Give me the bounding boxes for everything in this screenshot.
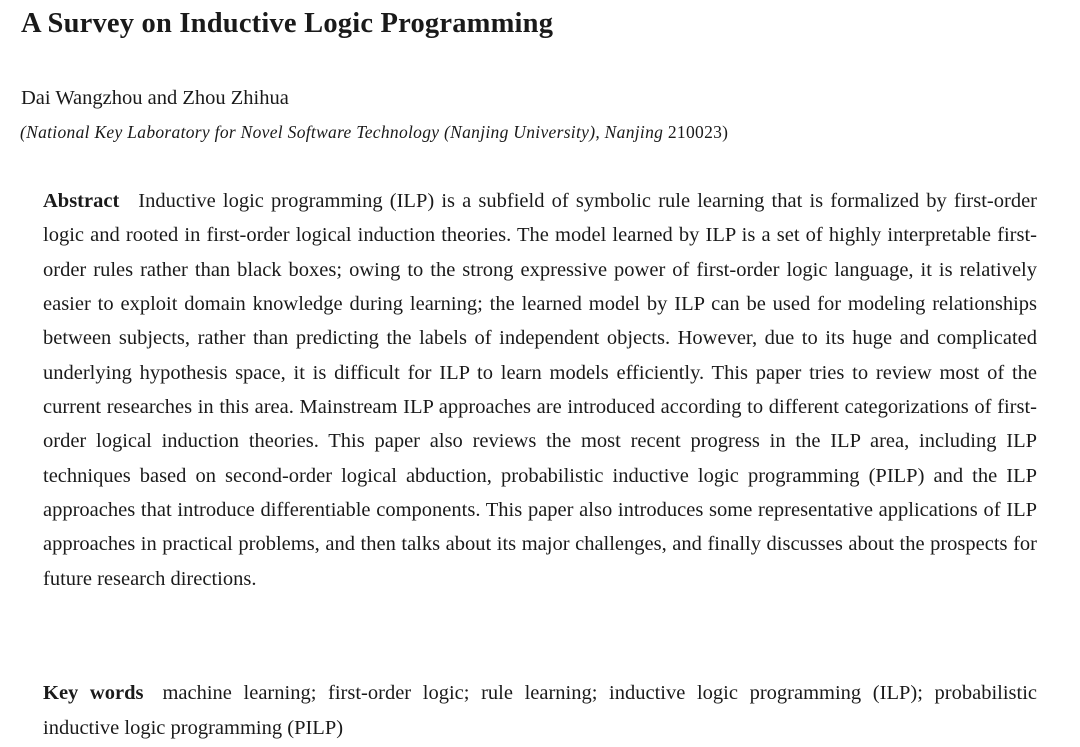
paper-affiliation <box>20 122 728 143</box>
abstract-text: Inductive logic programming (ILP) is a subfield of symbolic rule learning that is formalized by first-order logic and rooted in first-order logical induction theories. The model learned by ILP is a set of highly interpretable first-order rules rather than black boxes; owing to the strong expressive power of first-order logic language, it is relatively easier to exploit domain knowledge during learning; the learned model by ILP can be used for modeling relationships between subjects, rather than predicting the labels of independent objects. However, due to its huge and complicated underlying hypothesis space, it is difficult for ILP to learn models efficiently. This paper tries to review most of the current researches in this area. Mainstream ILP approaches are introduced according to different categorizations of first-order logical induction theories. This paper also reviews the most recent progress in the ILP area, including ILP techniques based on second-order logical abduction, probabilistic inductive logic programming (PILP) and the ILP approaches that introduce differentiable components. This paper also introduces some representative applications of ILP approaches in practical problems, and then talks about its major challenges, and finally discusses about the prospects for future research directions. <box>43 190 1037 590</box>
paper-authors: Dai Wangzhou and Zhou Zhihua <box>21 87 289 109</box>
keywords-section <box>43 676 1037 745</box>
affiliation-text: (National Key Laboratory for Novel Software Technology (Nanjing University), Nanjing <box>20 122 664 142</box>
abstract-section <box>43 184 1037 596</box>
paper-title: A Survey on Inductive Logic Programming <box>21 8 554 39</box>
affiliation-postcode: 210023) <box>667 122 729 142</box>
keywords-text: machine learning; first-order logic; rule learning; inductive logic programming (ILP); probabilistic inductive logic programming (PILP) <box>43 682 1038 739</box>
abstract-label: Abstract <box>43 190 120 212</box>
keywords-label: Key words <box>43 682 144 704</box>
